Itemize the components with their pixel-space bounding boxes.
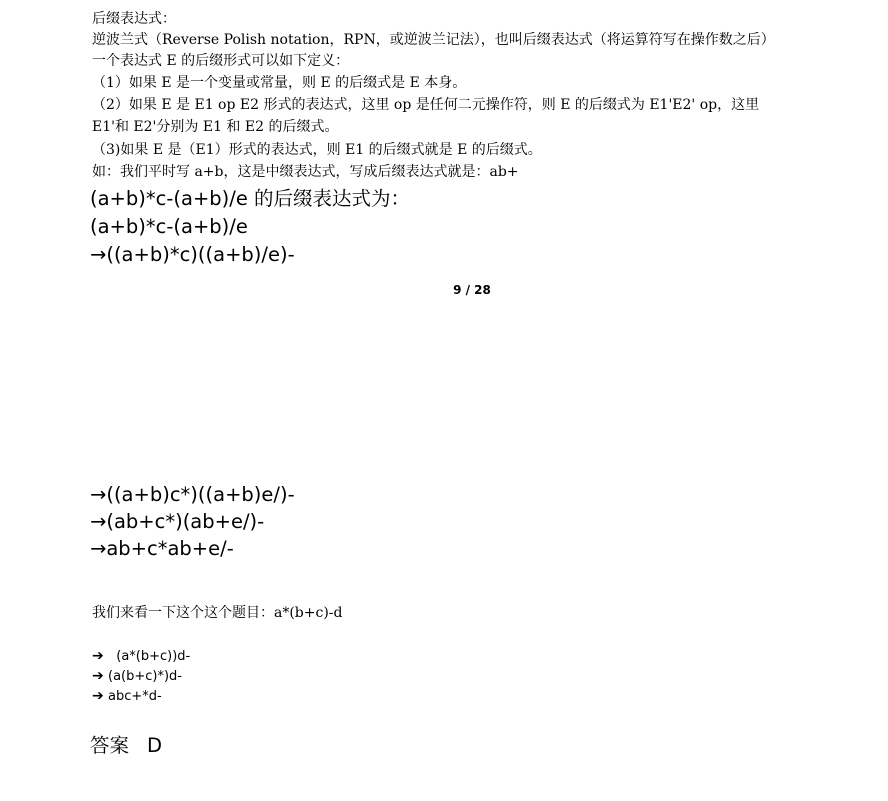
rule-2-line: （2）如果 E 是 E1 op E2 形式的表达式，这里 op 是任何二元操作符，则 E 的后缀式为 E1'E2' op，这里 xyxy=(92,97,760,113)
answer-value: D xyxy=(147,734,163,757)
rule-2-continuation-line: E1'和 E2'分别为 E1 和 E2 的后缀式。 xyxy=(92,119,339,135)
arrow-bullet-icon: ➔ xyxy=(92,648,104,664)
rule-1-line: （1）如果 E 是一个变量或常量，则 E 的后缀式是 E 本身。 xyxy=(92,75,467,91)
solution-step-text: abc+*d- xyxy=(108,689,162,704)
solution-step-3 xyxy=(92,686,162,706)
expression-line: (a+b)*c-(a+b)/e xyxy=(90,215,248,238)
conversion-step-3: →(ab+c*)(ab+e/)- xyxy=(90,510,265,533)
example-line: 如：我们平时写 a+b，这是中缀表达式，写成后缀表达式就是：ab+ xyxy=(92,164,519,180)
solution-step-2 xyxy=(92,666,182,686)
rpn-definition-line: 逆波兰式（Reverse Polish notation，RPN，或逆波兰记法），也叫后缀表达式（将运算符写在操作数之后） xyxy=(92,32,775,48)
arrow-bullet-icon: ➔ xyxy=(92,668,104,684)
conversion-step-4: →ab+c*ab+e/- xyxy=(90,537,234,560)
arrow-bullet-icon: ➔ xyxy=(92,688,104,704)
page-number: 9 / 28 xyxy=(453,283,491,297)
conversion-step-2: →((a+b)c*)((a+b)e/)- xyxy=(90,483,295,506)
conversion-step-1: →((a+b)*c)((a+b)/e)- xyxy=(90,243,295,266)
solution-step-text: (a*(b+c))d- xyxy=(108,649,191,664)
solution-step-text: (a(b+c)*)d- xyxy=(108,669,182,684)
question-line: 我们来看一下这个这个题目：a*(b+c)-d xyxy=(92,605,343,621)
rule-3-line: （3)如果 E 是（E1）形式的表达式，则 E1 的后缀式就是 E 的后缀式。 xyxy=(92,142,542,158)
solution-step-1 xyxy=(92,646,190,666)
expression-title-line: (a+b)*c-(a+b)/e 的后缀表达式为： xyxy=(90,187,411,210)
answer-label: 答案 xyxy=(90,734,130,757)
heading-postfix-expression: 后缀表达式： xyxy=(92,11,176,27)
answer-line xyxy=(90,732,162,760)
definition-intro-line: 一个表达式 E 的后缀形式可以如下定义： xyxy=(92,53,350,69)
